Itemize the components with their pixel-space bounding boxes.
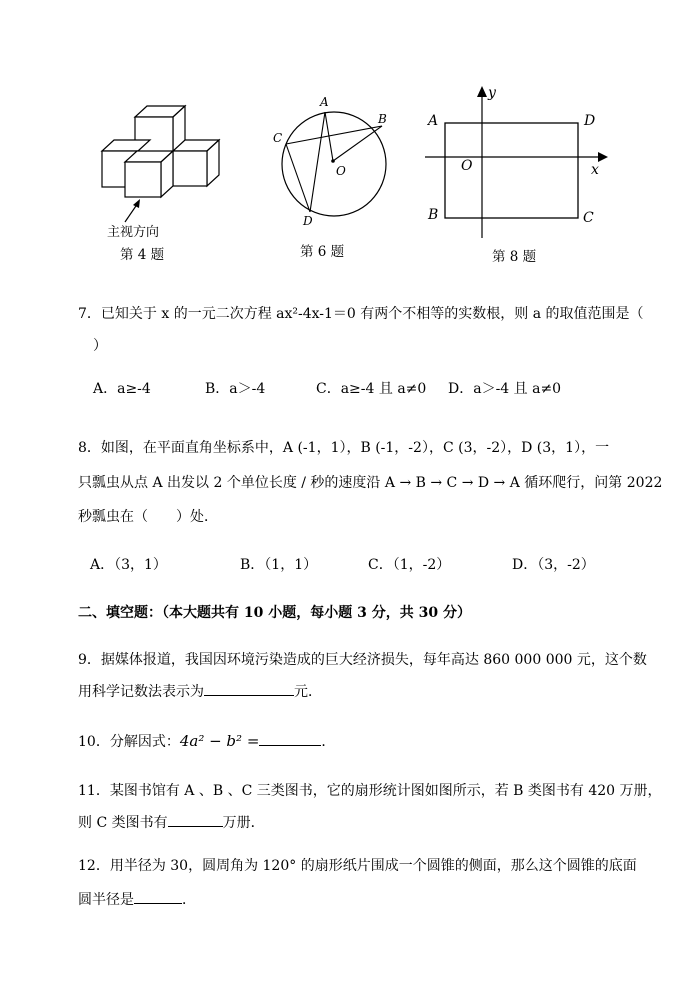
- q8-option-c: C．（1，-2）: [368, 557, 451, 573]
- q8-line1: 8．如图，在平面直角坐标系中，A (-1，1），B (-1，-2），C (3，-2），D (3，1），一: [78, 440, 610, 456]
- figure-q6-caption: 第 6 题: [300, 244, 345, 260]
- q8-option-a: A．（3，1）: [90, 557, 167, 573]
- point-b-label: B: [378, 112, 387, 126]
- point-d-label: D: [584, 113, 596, 129]
- q9-line1: 9．据媒体报道，我国因环境污染造成的巨大经济损失，每年高达 860 000 000 元，这个数: [78, 652, 647, 668]
- q12-answer-blank[interactable]: [134, 889, 182, 904]
- q7-line2: ）: [93, 338, 107, 354]
- point-a-label: A: [428, 113, 439, 129]
- cubes-figure: [95, 100, 225, 240]
- q7-option-a: A．a≥-4: [93, 381, 151, 397]
- q7-option-c: C．a≥-4 且 a≠0: [316, 381, 427, 397]
- section-title: 二、填空题：（本大题共有 10 小题，每小题 3 分，共 30 分）: [78, 605, 471, 621]
- q7-option-d: D．a＞-4 且 a≠0: [448, 381, 562, 397]
- q11-line2-pre: 则 C 类图书有: [78, 815, 168, 831]
- point-d-label: D: [303, 214, 313, 228]
- x-axis-label: x: [591, 162, 599, 178]
- point-a-label: A: [320, 95, 329, 109]
- point-c-label: C: [273, 131, 283, 145]
- figure-q8: [420, 80, 615, 240]
- q12-line1: 12．用半径为 30，圆周角为 120° 的扇形纸片围成一个圆锥的侧面，那么这个圆锥的底面: [78, 858, 637, 874]
- q9-line2-post: 元．: [294, 684, 322, 700]
- point-b-label: B: [428, 207, 439, 223]
- q10-line: [78, 731, 335, 751]
- q7-line1: 7．已知关于 x 的一元二次方程 ax²-4x-1＝0 有两个不相等的实数根，则 a 的取值范围是（: [78, 306, 644, 322]
- q9-answer-blank[interactable]: [204, 681, 294, 696]
- q12-line2-post: ．: [182, 892, 196, 908]
- figure-q8-caption: 第 8 题: [492, 249, 537, 265]
- q10-expression: 4a² − b² =: [179, 732, 260, 750]
- q10-answer-blank[interactable]: [259, 731, 321, 746]
- q9-line2-pre: 用科学记数法表示为: [78, 684, 204, 700]
- q11-line1: 11．某图书馆有 A 、B 、C 三类图书，它的扇形统计图如图所示，若 B 类图书有 420 万册，: [78, 783, 662, 799]
- point-c-label: C: [583, 210, 594, 226]
- q7-option-b: B．a＞-4: [205, 381, 266, 397]
- y-axis-label: y: [488, 85, 496, 101]
- q9-line2: [78, 681, 322, 701]
- figure-q4: [95, 100, 225, 240]
- q8-line2: 只瓢虫从点 A 出发以 2 个单位长度 / 秒的速度沿 A → B → C → D → A 循环爬行，问第 2022: [78, 475, 663, 491]
- q10-pre: 10．分解因式：: [78, 734, 180, 750]
- point-o-label: O: [336, 164, 346, 178]
- arrow-label: 主视方向: [107, 225, 160, 240]
- q12-line2-pre: 圆半径是: [78, 892, 134, 908]
- q11-line2-post: 万册．: [222, 815, 265, 831]
- q10-post: ．: [321, 734, 336, 750]
- q8-line3: 秒瓢虫在（ ）处．: [78, 509, 218, 525]
- q11-answer-blank[interactable]: [168, 812, 223, 827]
- figure-q6: [270, 95, 400, 230]
- q8-option-d: D．（3，-2）: [512, 557, 595, 573]
- figure-q4-caption: 第 4 题: [120, 247, 165, 263]
- q11-line2: [78, 812, 265, 832]
- origin-label: O: [461, 158, 473, 174]
- q8-option-b: B．（1，1）: [240, 557, 318, 573]
- q12-line2: [78, 889, 196, 909]
